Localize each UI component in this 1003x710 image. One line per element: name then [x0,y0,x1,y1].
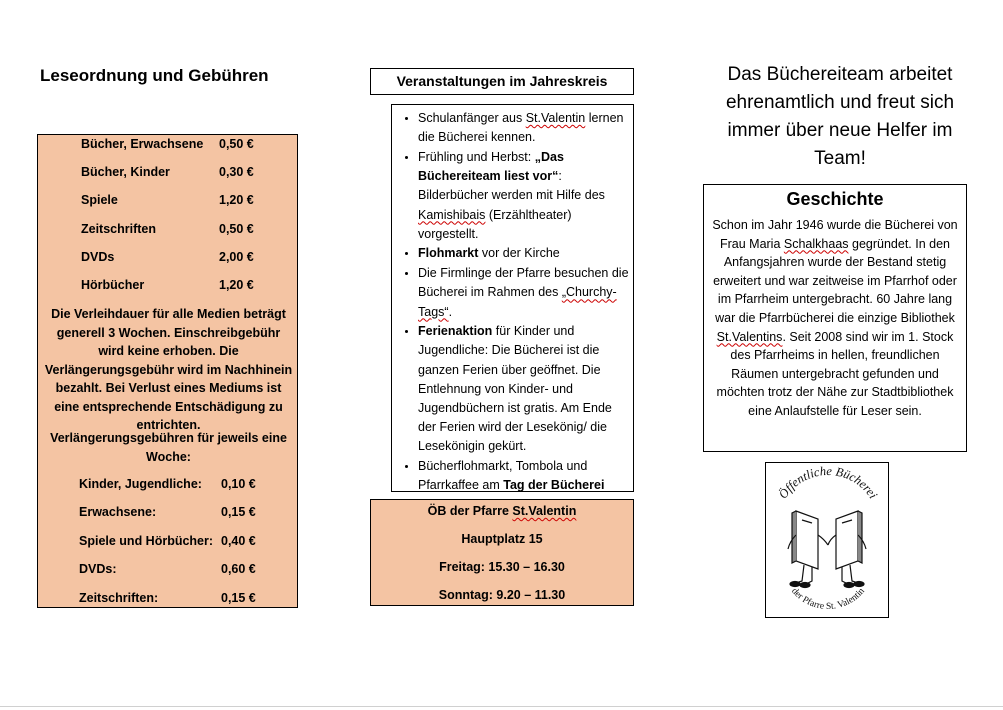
svg-text:Öffentliche Bücherei: Öffentliche Bücherei [775,463,881,502]
history-text: Schon im Jahr 1946 wurde die Bücherei von Frau Maria Schalkhaas gegründet. In den Anfangsjahren wurde der Bestand stetig erweitert und war zeitweise im Pfarrhof oder im Pfarrheim untergebracht. 60 Jahre lang war die Pfarrbücherei die einzige Bibliothek St.Valentins. Seit 2008 sind wir im 1. Stock des Pfarrheims in hellen, freundlichen Räumen untergebracht gefunden und möchten trotz der Nähe zur Stadtbibliothek eine Anlaufstelle für Leser sein. [712,218,958,418]
ext-fee-row: Erwachsene: 0,15 € [79,505,256,519]
list-item: • Schulanfänger aus St.Valentin lernen die Bücherei kennen. [418,109,629,147]
address-box [370,499,634,606]
history-box [703,184,967,452]
fee-row: Hörbücher 1,20 € [81,278,254,292]
history-title: Geschichte [786,189,884,209]
ext-fee-row: DVDs: 0,60 € [79,562,256,576]
list-item: • Die Firmlinge der Pfarre besuchen die Bücherei im Rahmen des „Churchy-Tags“. [418,264,629,322]
fee-row: Bücher, Kinder 0,30 € [81,165,254,179]
fee-row: Bücher, Erwachsene 0,50 € [81,137,254,151]
book-figures-icon [766,463,888,617]
events-title: Veranstaltungen im Jahreskreis [370,68,634,95]
loan-rules: Die Verleihdauer für alle Medien beträgt generell 3 Wochen. Einschreibgebühr wird keine erhoben. Die Verlängerungsgebühr wird im Nachhinein bezahlt. Bei Verlust eines Mediums ist eine entsprechende Entschädigung zu entrichten. [44,307,293,432]
ext-fee-row: Spiele und Hörbücher: 0,40 € [79,534,256,548]
team-slogan: Das Büchereiteam arbeitet ehrenamtlich und freut sich immer über neue Helfer im Team! [725,64,955,169]
fee-row: Zeitschriften 0,50 € [81,222,254,236]
page-divider [0,706,1003,707]
list-item: • Ferienaktion für Kinder und Jugendliche: Die Bücherei ist die ganzen Ferien über geöffnet. Die Entlehnung von Kinder- und Jugendbüchern ist gratis. Am Ende der Ferien wird der Lesekönig/ die Lesekönigin gekürt. [418,322,629,456]
events-list [392,105,633,496]
opening-friday: Freitag: 15.30 – 16.30 [439,560,565,574]
list-item: • Frühling und Herbst: „Das Büchereiteam liest vor“: Bilderbücher werden mit Hilfe des Kamishibais (Erzähltheater) vorgestellt. [418,148,629,244]
fees-box [37,134,298,608]
events-box [391,104,634,492]
fee-row: DVDs 2,00 € [81,250,254,264]
list-item: • Bücherflohmarkt, Tombola und Pfarrkaffee am Tag der Bücherei [418,457,629,495]
ext-fee-row: Kinder, Jugendliche: 0,10 € [79,477,256,491]
fees-title: Leseordnung und Gebühren [40,66,269,85]
list-item: • Flohmarkt vor der Kirche [418,244,629,263]
opening-sunday: Sonntag: 9.20 – 11.30 [438,588,566,602]
library-logo [765,462,889,618]
svg-text:der Pfarre St. Valentin: der Pfarre St. Valentin [789,586,867,613]
ext-fee-row: Zeitschriften: 0,15 € [79,591,256,605]
address-name: ÖB der Pfarre St.Valentin [427,504,577,518]
extension-title: Verlängerungsgebühren für jeweils eine Woche: [50,431,287,464]
address-street: Hauptplatz 15 [461,532,543,546]
fee-row: Spiele 1,20 € [81,193,254,207]
